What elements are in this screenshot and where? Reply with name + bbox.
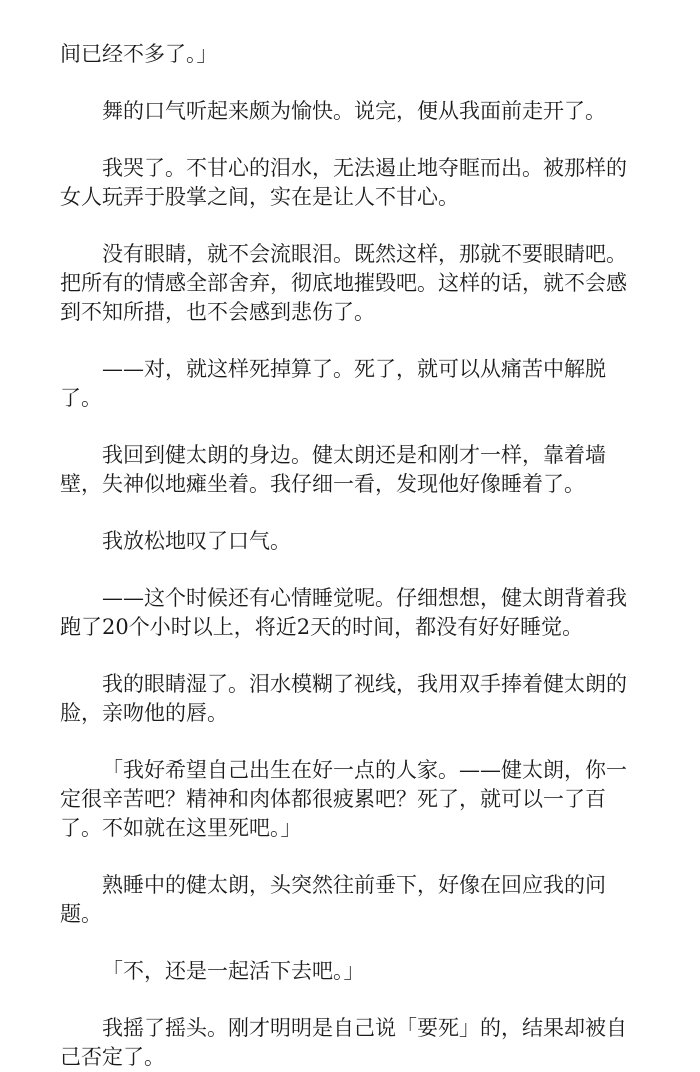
paragraph: 舞的口气听起来颇为愉快。说完，便从我面前走开了。 (102, 99, 606, 123)
paragraph: 我的眼睛湿了。泪水模糊了视线，我用双手捧着健太朗的脸，亲吻他的唇。 (60, 672, 627, 725)
paragraph: 没有眼睛，就不会流眼泪。既然这样，那就不要眼睛吧。把所有的情感全部舍弃，彻底地摧毁吧。这样的话，就不会感到不知所措，也不会感到悲伤了。 (60, 242, 627, 324)
paragraph: 熟睡中的健太朗，头突然往前垂下，好像在回应我的问题。 (60, 873, 606, 926)
paragraph: ——对，就这样死掉算了。死了，就可以从痛苦中解脱了。 (60, 357, 606, 410)
paragraph: 我回到健太朗的身边。健太朗还是和刚才一样，靠着墙壁，失神似地瘫坐着。我仔细一看，发现他好像睡着了。 (60, 443, 606, 496)
paragraph: 我摇了摇头。刚才明明是自己说「要死」的，结果却被自己否定了。 (60, 1016, 627, 1069)
paragraph: 我哭了。不甘心的泪水，无法遏止地夺眶而出。被那样的女人玩弄于股掌之间，实在是让人不甘心。 (60, 156, 627, 209)
paragraph-dialogue: 「不，还是一起活下去吧。」 (102, 959, 365, 983)
paragraph: ——这个时候还有心情睡觉呢。仔细想想，健太朗背着我跑了20个小时以上，将近2天的时间，都没有好好睡觉。 (60, 586, 627, 639)
paragraph: 我放松地叹了口气。 (102, 529, 291, 553)
paragraph-continuation: 间已经不多了。」 (60, 42, 218, 66)
paragraph-dialogue: 「我好希望自己出生在好一点的人家。——健太朗，你一定很辛苦吧？精神和肉体都很疲累吧？死了，就可以一了百了。不如就在这里死吧。」 (60, 758, 627, 840)
